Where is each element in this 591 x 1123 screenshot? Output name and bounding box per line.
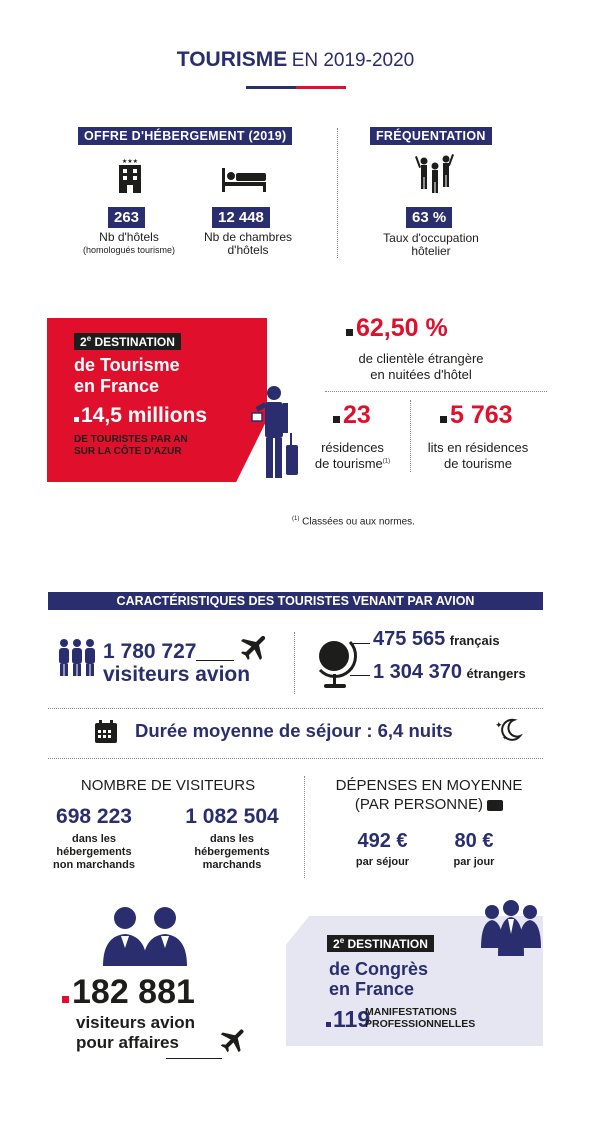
depenses-title-2 [318, 796, 540, 813]
affaires-label-2: pour affaires [76, 1033, 179, 1052]
svg-text:✦: ✦ [502, 735, 508, 742]
depenses-title-1: DÉPENSES EN MOYENNE [335, 777, 523, 794]
calendar-icon [94, 720, 118, 744]
jour-label: par jour [453, 856, 495, 868]
avion-foreign [373, 661, 526, 684]
stats-divider-v [410, 400, 411, 472]
destination-line1: de Tourisme [74, 355, 180, 375]
congres-count-label-2: PROFESSIONNELLES [365, 1018, 476, 1030]
marchand-caption-1: dans les [209, 833, 255, 845]
congres-count-value: 119 [333, 1006, 371, 1032]
congres-line2: en France [329, 979, 415, 999]
beds-caption-1: lits en résidences [427, 440, 529, 455]
affaires-number: 182 881 [72, 973, 195, 1011]
occupation-value: 63 % [406, 207, 452, 228]
nonmarchand-caption-3: non marchands [53, 859, 135, 871]
residences-number: 23 [343, 401, 371, 429]
visitors-group-icon [57, 638, 97, 676]
hotels-caption: Nb d'hôtels [99, 230, 159, 244]
hotels-value: 263 [108, 207, 145, 228]
footnote [292, 516, 415, 527]
occupation-caption-2: hôtelier [411, 244, 451, 258]
destination-millions [74, 404, 207, 428]
destination-line2: en France [74, 376, 160, 396]
rooms-value: 12 448 [212, 207, 270, 228]
residences-caption-2 [305, 456, 400, 471]
residences-value [333, 401, 371, 430]
avion-stay: Durée moyenne de séjour : 6,4 nuits [135, 720, 453, 741]
avion-divider [294, 632, 295, 694]
beds-number: 5 763 [450, 401, 513, 429]
congres-rank-sup: e [339, 936, 345, 945]
residences-caption-2-text: de tourisme [314, 456, 383, 471]
avion-banner: CARACTÉRISTIQUES DES TOURISTES VENANT PAR AVION [48, 592, 543, 610]
globe-pointer-top [350, 643, 370, 644]
avion-visitors-value: 1 780 727 [103, 640, 197, 663]
congres-line1: de Congrès [329, 959, 429, 979]
wallet-icon [487, 800, 503, 811]
foreign-label: étrangers [466, 666, 526, 681]
svg-text:✦: ✦ [495, 720, 503, 730]
footnote-mark: (1) [292, 516, 300, 522]
marchand-caption-2: hébergements [194, 846, 270, 858]
offre-divider [337, 128, 338, 258]
footnote-text: Classées ou aux normes. [302, 516, 415, 528]
bullet-square [62, 996, 69, 1003]
destination-rank-badge [74, 333, 181, 350]
affaires-value [62, 973, 195, 1012]
svg-text:★★★: ★★★ [121, 159, 139, 165]
congres-count [326, 1006, 370, 1033]
marchand-caption [172, 833, 292, 872]
title-underline-blue [246, 86, 296, 89]
residences-note-mark: (1) [382, 458, 391, 465]
congres-rank-label: DESTINATION [347, 937, 428, 951]
delegates-icon [480, 898, 542, 960]
destination-rank-sup: e [86, 334, 92, 343]
traveller-icon [250, 383, 300, 483]
globe-pointer-bottom [350, 675, 370, 676]
congres-count-label-1: MANIFESTATIONS [365, 1006, 457, 1018]
beds-value [440, 401, 513, 430]
bullet-square [346, 329, 353, 336]
affaires-airplane-icon [218, 1024, 250, 1056]
rooms-caption-1: Nb de chambres [203, 230, 293, 244]
nonmarchand-caption-2: hébergements [56, 846, 132, 858]
french-value: 475 565 [373, 628, 446, 650]
depenses-title-2-text: (PAR PERSONNE) [354, 796, 483, 813]
title-rest: EN 2019-2020 [291, 50, 415, 71]
hotel-building-icon [115, 157, 145, 193]
visiteurs-title: NOMBRE DE VISITEURS [80, 777, 256, 794]
bullet-square [74, 417, 79, 422]
beds-caption-2: de tourisme [444, 456, 512, 471]
avion-french [373, 628, 500, 651]
destination-millions-value: 14,5 millions [81, 404, 208, 427]
page-title [0, 48, 591, 72]
nonmarchand-caption-1: dans les [71, 833, 117, 845]
destination-tourists-2: SUR LA CÔTE D'AZUR [74, 446, 182, 457]
residences-caption-1: résidences [321, 440, 384, 455]
business-people-icon [95, 904, 195, 966]
destination-rank-label: DESTINATION [94, 335, 175, 349]
affaires-label-1: visiteurs avion [76, 1013, 196, 1032]
foreign-value: 1 304 370 [373, 661, 462, 683]
occupation-caption-1: Taux d'occupation [383, 231, 479, 245]
congres-count-label [365, 1006, 475, 1030]
foreign-caption-1: de clientèle étrangère [358, 351, 484, 366]
moon-stars-icon [492, 716, 524, 744]
avion-divider-h2 [48, 758, 543, 759]
nonmarchand-value: 698 223 [56, 805, 132, 828]
sejour-label: par séjour [355, 856, 410, 868]
airplane-icon [238, 630, 272, 664]
avion-visitors-label: visiteurs avion [103, 663, 251, 686]
rooms-caption-2: d'hôtels [227, 243, 269, 257]
bed-icon [220, 168, 268, 192]
visiteurs-divider [304, 776, 305, 878]
marchand-caption-3: marchands [202, 859, 262, 871]
destination-tourists-1: DE TOURISTES PAR AN [74, 434, 188, 445]
foreign-pct-value: 62,50 % [356, 314, 448, 342]
sejour-value: 492 € [357, 830, 408, 852]
people-group-icon [415, 152, 455, 194]
affaires-plane-trail [166, 1058, 222, 1059]
bullet-square [440, 416, 447, 423]
hotels-subcaption: (homologués tourisme) [82, 245, 176, 255]
bullet-square [326, 1022, 331, 1027]
title-bold: TOURISME [176, 48, 288, 71]
congres-rank-badge [327, 935, 434, 952]
stats-divider-h [325, 391, 547, 392]
jour-value: 80 € [454, 830, 494, 852]
french-label: français [449, 633, 500, 648]
offre-label: OFFRE D'HÉBERGEMENT (2019) [78, 127, 292, 145]
foreign-caption-2: en nuitées d'hôtel [370, 367, 472, 382]
destination-rank-num: 2 [80, 335, 87, 349]
congres-rank-num: 2 [333, 937, 340, 951]
plane-trail [196, 660, 234, 661]
foreign-pct [346, 314, 448, 343]
avion-divider-h1 [48, 708, 543, 709]
title-underline-red [296, 86, 346, 89]
marchand-value: 1 082 504 [185, 805, 279, 828]
nonmarchand-caption [36, 833, 152, 872]
bullet-square [333, 416, 340, 423]
frequentation-label: FRÉQUENTATION [370, 127, 492, 145]
